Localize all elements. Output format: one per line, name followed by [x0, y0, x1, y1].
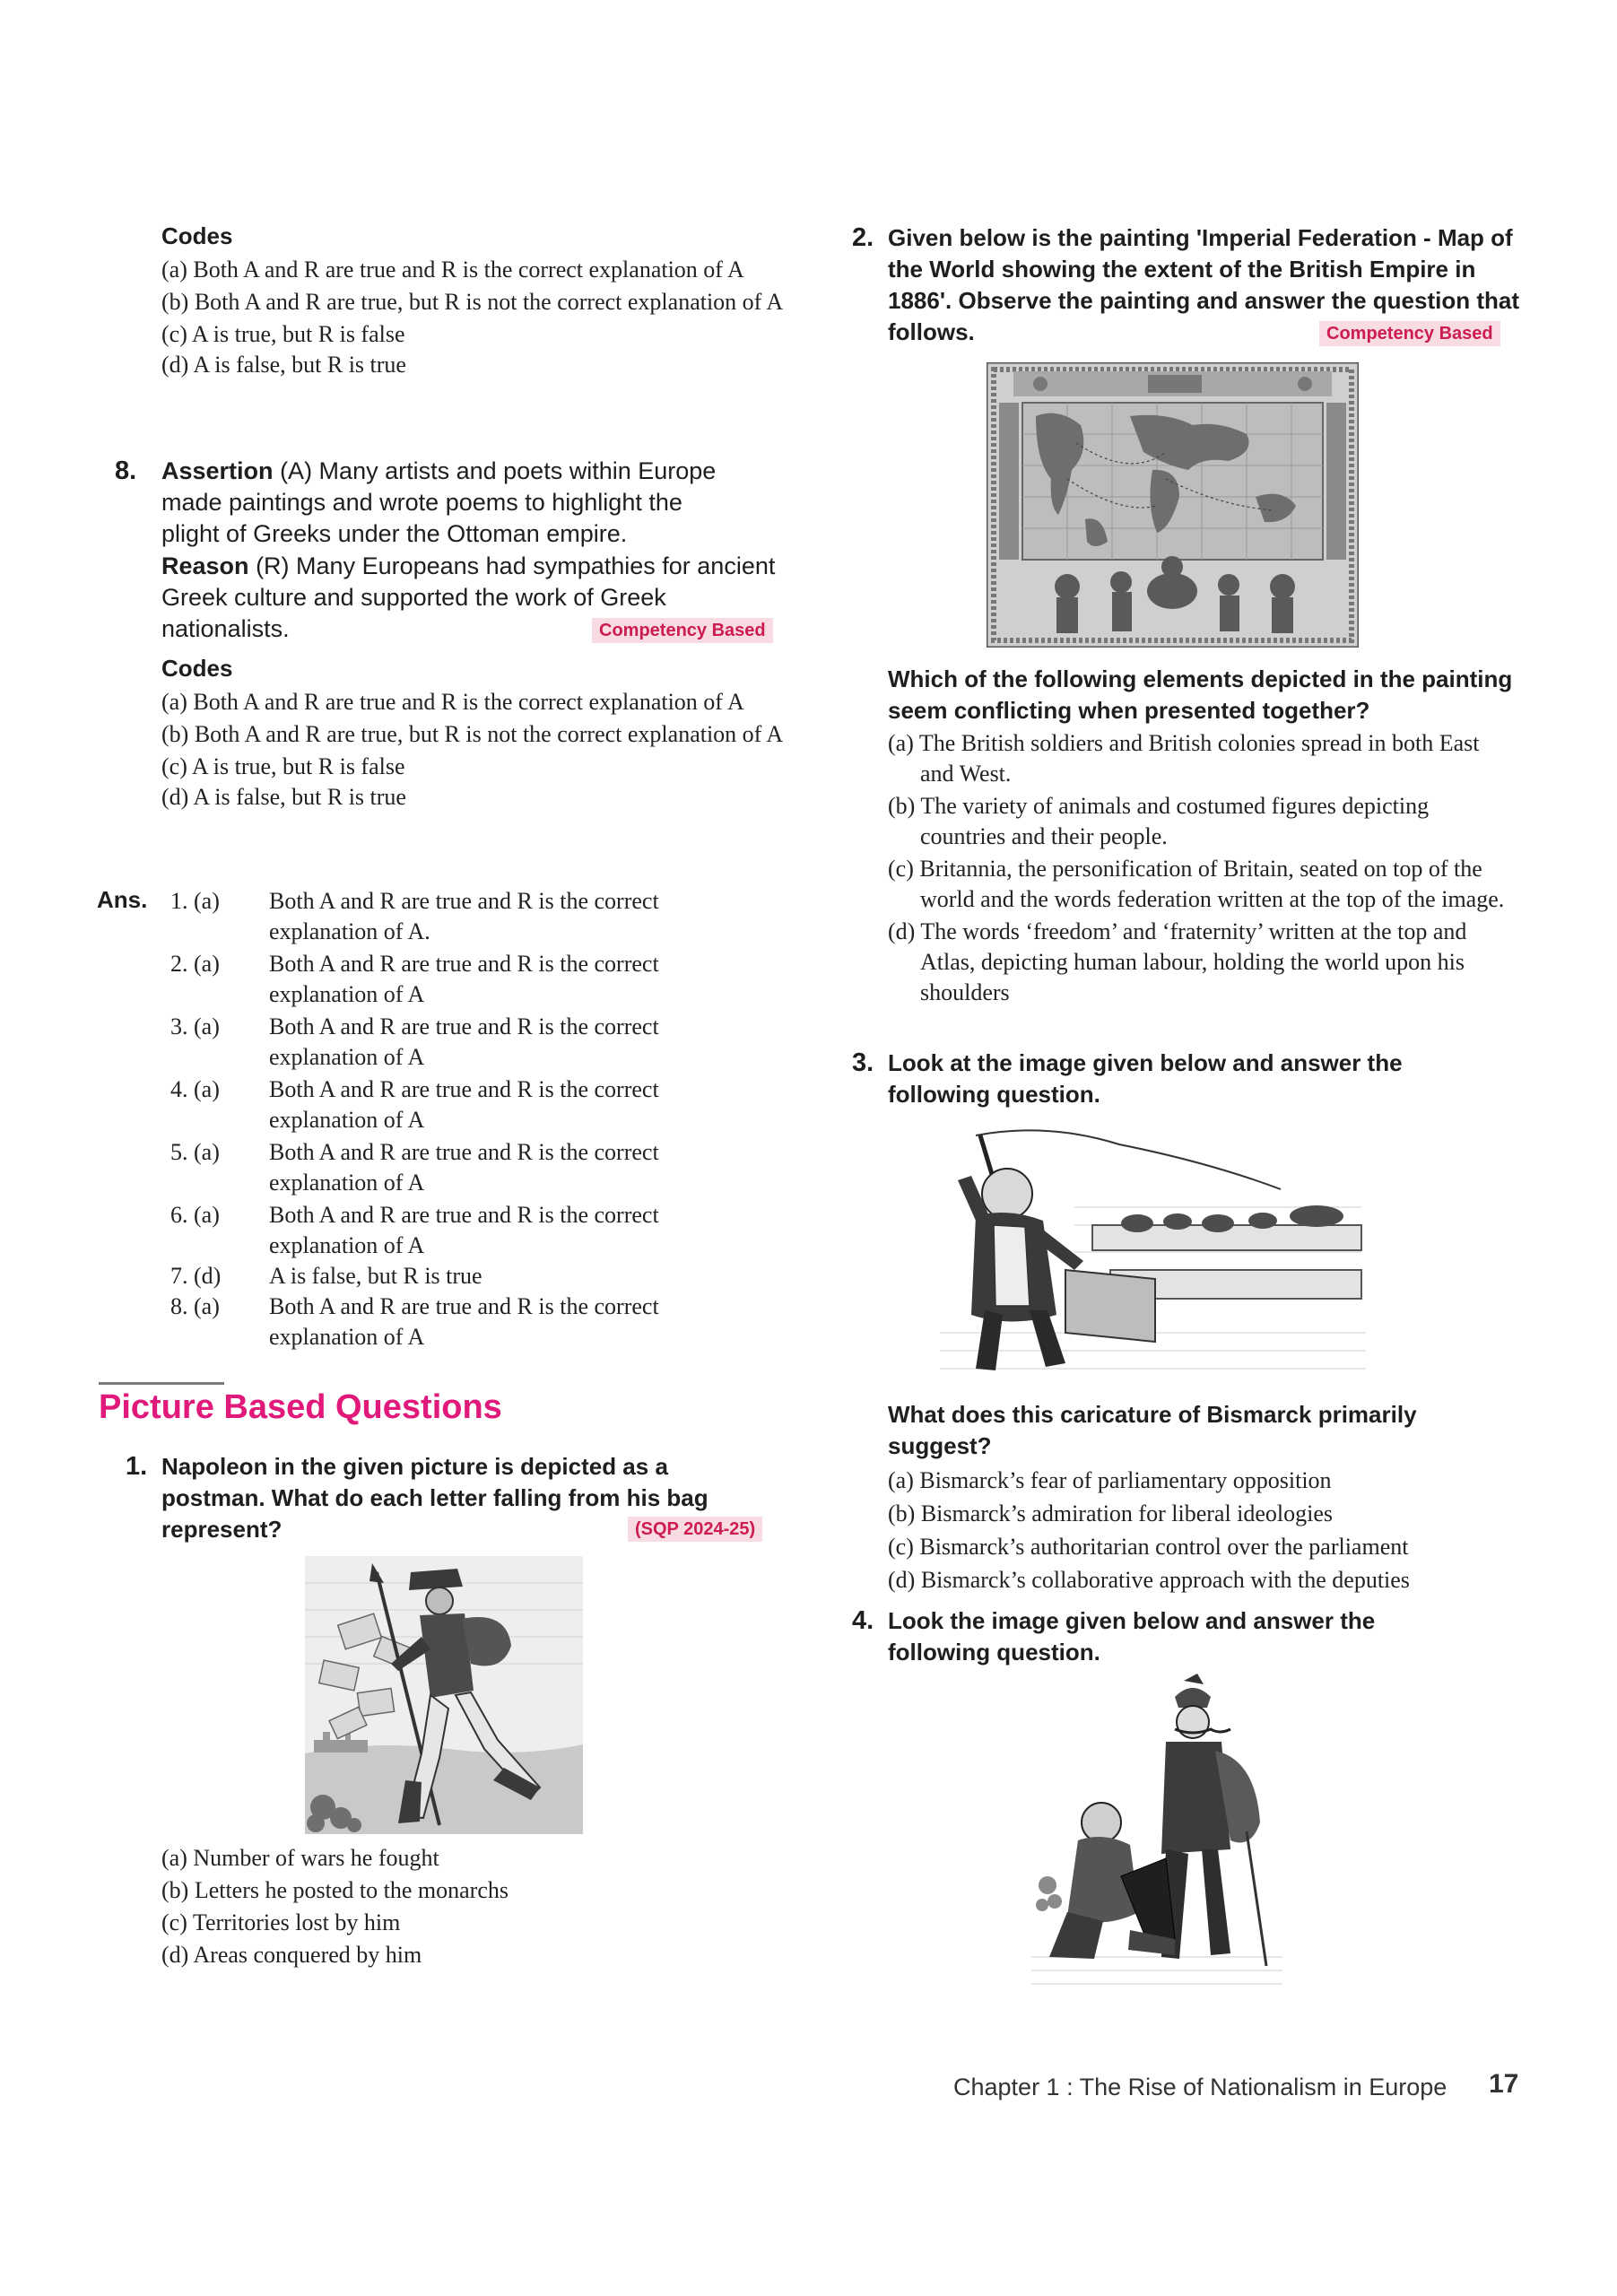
pq2-text: Given below is the painting 'Imperial Federation - Map of the World showing the extent of the British Empire in 1886'. Observe the painting and answer the question that follows. — [888, 224, 1520, 345]
answer-number: 3. (a) — [170, 1013, 220, 1039]
bismarck-caricature-image — [940, 1126, 1366, 1378]
answers-list — [170, 886, 673, 1352]
competency-badge: Competency Based — [1319, 321, 1500, 346]
q8-option-c: (c) A is true, but R is false — [161, 753, 405, 779]
answer-item — [170, 949, 673, 1010]
pq4-number: 4. — [852, 1606, 874, 1635]
pq2-option-b: (b) The variety of animals and costumed figures depicting countries and their people. — [888, 793, 1430, 849]
pq4-text: Look the image given below and answer the following question. — [888, 1607, 1376, 1665]
pq3-option-c: (c) Bismarck’s authoritarian control over the parliament — [888, 1534, 1409, 1560]
pq2-option-c: (c) Britannia, the personification of Britain, seated on top of the world and the words federation written at the top of the image. — [888, 856, 1505, 912]
pq2-option-a: (a) The British soldiers and British colonies spread in both East and West. — [888, 730, 1480, 787]
answer-text: A is false, but R is true — [269, 1263, 482, 1289]
imperial-federation-map-image — [987, 362, 1359, 648]
assertion-text: (A) Many artists and poets within Europe made paintings and wrote poems to highlight the plight of Greeks under the Ottoman empire. — [161, 457, 717, 547]
q7-option-d: (d) A is false, but R is true — [161, 352, 406, 378]
answer-item — [170, 1137, 673, 1198]
q7-option-c: (c) A is true, but R is false — [161, 321, 405, 347]
q8-option-a: (a) Both A and R are true and R is the correct explanation of A — [161, 689, 744, 715]
pq3-option-a: (a) Bismarck’s fear of parliamentary opposition — [888, 1467, 1332, 1493]
q8-assertion — [161, 456, 744, 550]
reason-label: Reason — [161, 552, 249, 579]
q8-option-b: (b) Both A and R are true, but R is not the correct explanation of A — [161, 721, 784, 747]
section-title: Picture Based Questions — [99, 1388, 502, 1426]
answer-number: 8. (a) — [170, 1293, 220, 1319]
q8-codes-options — [161, 687, 789, 813]
pq3-option-d: (d) Bismarck’s collaborative approach with the deputies — [888, 1567, 1410, 1593]
napoleon-postman-image — [305, 1556, 583, 1834]
pq3-number: 3. — [852, 1048, 874, 1077]
answer-number: 2. (a) — [170, 951, 220, 977]
answer-number: 6. (a) — [170, 1202, 220, 1228]
pq2-number: 2. — [852, 223, 874, 252]
pq2-options — [888, 728, 1516, 1008]
answer-text: Both A and R are true and R is the correct explanation of A. — [269, 888, 659, 944]
assertion-label: Assertion — [161, 457, 274, 484]
reason-text: (R) Many Europeans had sympathies for ancient Greek culture and supported the work of Greek nationalists. — [161, 552, 776, 642]
pq1-text: Napoleon in the given picture is depicted as a postman. What do each letter falling from his bag represent? — [161, 1453, 709, 1543]
answer-number: 7. (d) — [170, 1263, 222, 1289]
q7-option-b: (b) Both A and R are true, but R is not the correct explanation of A — [161, 289, 784, 315]
pq1-badge — [628, 1517, 762, 1542]
pq3-options — [888, 1464, 1516, 1596]
answer-text: Both A and R are true and R is the correct explanation of A — [269, 1076, 659, 1133]
answer-text: Both A and R are true and R is the correct explanation of A — [269, 1293, 659, 1350]
pq1-option-c: (c) Territories lost by him — [161, 1909, 401, 1935]
pq3-text: Look at the image given below and answer the following question. — [888, 1049, 1403, 1108]
answer-item — [170, 1292, 673, 1352]
q8-number: 8. — [115, 457, 137, 485]
q7-codes-heading: Codes — [161, 222, 233, 249]
answer-number: 1. (a) — [170, 888, 220, 914]
section-rule — [99, 1382, 224, 1385]
pq2-question: Which of the following elements depicted in the painting seem conflicting when presented together? — [888, 665, 1513, 724]
q7-option-a: (a) Both A and R are true and R is the correct explanation of A — [161, 257, 744, 283]
boot-caricature-image — [1031, 1670, 1282, 1993]
answer-item — [170, 1200, 673, 1261]
q8-codes-heading: Codes — [161, 655, 233, 682]
answer-number: 4. (a) — [170, 1076, 220, 1102]
pq1-number: 1. — [126, 1452, 148, 1481]
pq3-option-b: (b) Bismarck’s admiration for liberal ideologies — [888, 1500, 1334, 1526]
pq2-competency-badge — [1319, 321, 1500, 346]
answer-text: Both A and R are true and R is the correct explanation of A — [269, 1139, 659, 1196]
pq2-option-d: (d) The words ‘freedom’ and ‘fraternity’ written at the top and Atlas, depicting human labour, holding the world upon his shoulders — [888, 918, 1467, 1005]
q8-competency-badge — [592, 618, 773, 643]
q7-codes-options — [161, 255, 789, 380]
pq1-options — [161, 1842, 700, 1971]
pq1-option-a: (a) Number of wars he fought — [161, 1845, 439, 1871]
answers-label: Ans. — [97, 886, 148, 913]
answer-item — [170, 1074, 673, 1135]
answer-text: Both A and R are true and R is the correct explanation of A — [269, 951, 659, 1007]
q8-option-d: (d) A is false, but R is true — [161, 784, 406, 810]
footer-chapter: Chapter 1 : The Rise of Nationalism in Europe — [953, 2074, 1447, 2100]
answer-item — [170, 1261, 673, 1292]
answer-text: Both A and R are true and R is the correct explanation of A — [269, 1013, 659, 1070]
competency-badge: Competency Based — [592, 618, 773, 643]
answer-text: Both A and R are true and R is the correct explanation of A — [269, 1202, 659, 1258]
pq1-option-d: (d) Areas conquered by him — [161, 1942, 422, 1968]
answer-item — [170, 1012, 673, 1073]
answer-number: 5. (a) — [170, 1139, 220, 1165]
answer-item — [170, 886, 673, 947]
pq3-question: What does this caricature of Bismarck primarily suggest? — [888, 1401, 1417, 1459]
sqp-badge: (SQP 2024-25) — [628, 1517, 762, 1542]
page-number: 17 — [1489, 2069, 1519, 2099]
pq1-option-b: (b) Letters he posted to the monarchs — [161, 1877, 509, 1903]
